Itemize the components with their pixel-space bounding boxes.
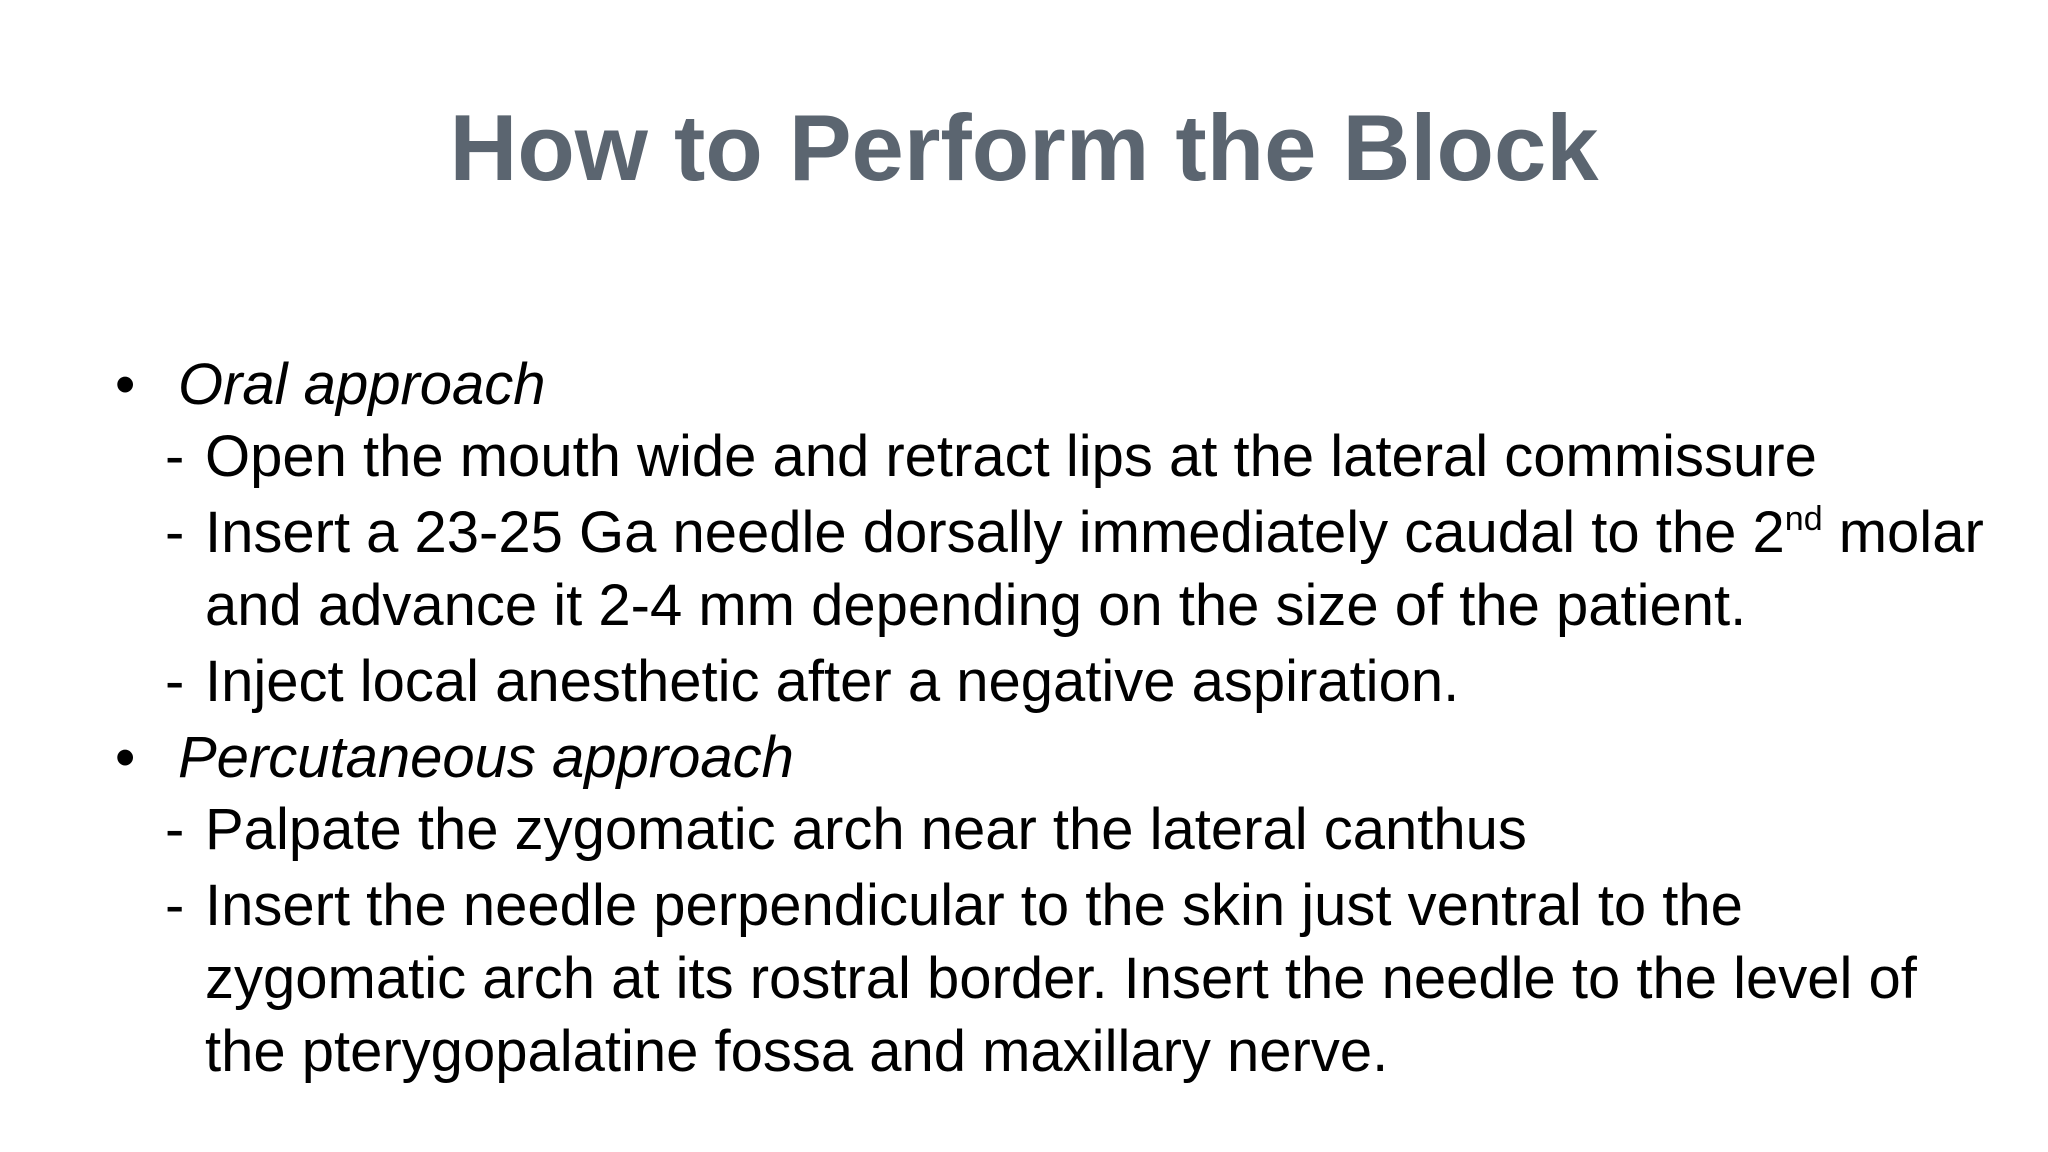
- bullet-oral-approach: [115, 348, 1995, 420]
- bullet-heading: Oral approach: [178, 352, 546, 417]
- superscript-ordinal: nd: [1784, 500, 1823, 538]
- sub-item: [115, 420, 1995, 493]
- sub-item-text: Open the mouth wide and retract lips at the lateral commissure: [205, 424, 1817, 489]
- dash-marker: -: [165, 797, 185, 862]
- bullet-dot-icon: •: [115, 352, 136, 417]
- sub-item-text: [205, 500, 1984, 638]
- sub-item: [115, 793, 1995, 866]
- sub-item: [115, 645, 1995, 718]
- bullet-dot-icon: •: [115, 725, 136, 790]
- sub-item-text: Insert the needle perpendicular to the skin just ventral to the zygomatic arch at its rostral border. Insert the needle to the level of the pterygopalatine fossa and maxillary nerve.: [205, 873, 1917, 1084]
- dash-marker: -: [165, 873, 185, 938]
- sub-item-text: Inject local anesthetic after a negative aspiration.: [205, 649, 1460, 714]
- dash-marker: -: [165, 424, 185, 489]
- sub-item: [115, 869, 1995, 1088]
- sub-item-text: Palpate the zygomatic arch near the lateral canthus: [205, 797, 1527, 862]
- slide-content: [115, 348, 1995, 1091]
- sub-item-text-after: molar and advance it 2-4 mm depending on the size of the patient.: [205, 500, 1984, 638]
- sub-item: [115, 496, 1995, 642]
- dash-marker: -: [165, 500, 185, 565]
- sub-item-text-before: Insert a 23-25 Ga needle dorsally immediately caudal to the 2: [205, 500, 1785, 565]
- bullet-percutaneous-approach: [115, 721, 1995, 793]
- bullet-heading: Percutaneous approach: [178, 725, 794, 790]
- slide-title: How to Perform the Block: [449, 95, 1599, 200]
- dash-marker: -: [165, 649, 185, 714]
